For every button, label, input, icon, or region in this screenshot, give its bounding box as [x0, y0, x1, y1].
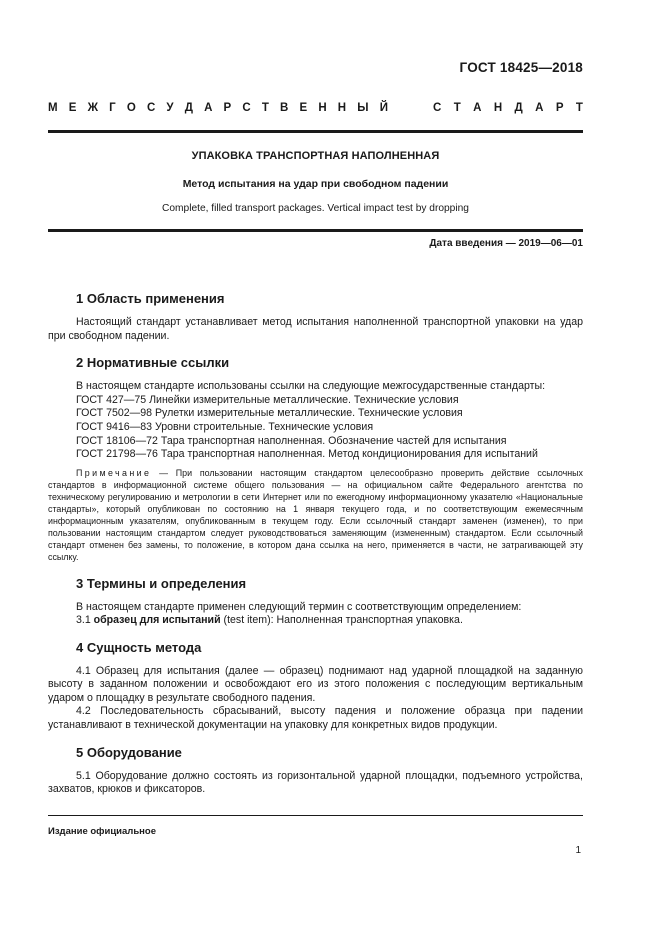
section-heading: 1 Область применения: [76, 291, 225, 306]
page-number: 1: [575, 845, 581, 856]
reference-item: ГОСТ 427—75 Линейки измерительные металлические. Технические условия: [76, 393, 459, 406]
section-paragraph: В настоящем стандарте использованы ссылки на следующие межгосударственные стандарты:: [76, 380, 546, 393]
banner-letter: А: [473, 102, 482, 114]
section-paragraph: В настоящем стандарте применен следующий термин с соответствующим определением:: [76, 600, 522, 613]
reference-item: ГОСТ 7502—98 Рулетки измерительные металлические. Технические условия: [76, 407, 463, 420]
note-text: — При пользовании настоящим стандартом целесообразно проверить действие ссылочных стандартов в информационной системе общего пользования — на официальном сайте Федерального агентства по техническому регулированию и метрологии в сети Интернет или по ежегодному информационному указателю «Национальные стандарты», который опубликован по состоянию на 1 января текущего года, и по соответствующим ежемесячным информационным указателям, опубликованным в текущем году. Если ссылочный стандарт заменен (изменен), то при пользовании настоящим стандартом следует руководствоваться заменяющим (измененным) стандартом. Если ссылочный стандарт отменен без замены, то положение, в котором дана ссылка на него, применяется в части, не затрагивающей эту ссылку.: [48, 467, 583, 563]
banner-letter: Т: [261, 102, 269, 114]
banner-letter: С: [433, 102, 442, 114]
introduction-date: Дата введения — 2019—06—01: [429, 238, 583, 249]
banner-letter: В: [280, 102, 289, 114]
title-rule: [48, 229, 583, 232]
document-title: УПАКОВКА ТРАНСПОРТНАЯ НАПОЛНЕННАЯ: [191, 150, 440, 162]
banner-letter: У: [166, 102, 174, 114]
section-paragraph: 4.2 Последовательность сбрасываний, высоту падения и положение образца при падении устанавливают в технической документации на упаковку для конкретных видов продукции.: [48, 705, 583, 732]
banner-letter: С: [146, 102, 156, 114]
section-paragraph: Настоящий стандарт устанавливает метод испытания наполненной транспортной упаковки на удар при свободном падении.: [48, 316, 583, 342]
reference-item: ГОСТ 21798—76 Тара транспортная наполненная. Метод кондиционирования для испытаний: [76, 448, 538, 461]
section-heading: 3 Термины и определения: [76, 575, 247, 591]
term-description: (test item): Наполненная транспортная упаковка.: [220, 614, 463, 627]
document-title-english: Complete, filled transport packages. Vertical impact test by dropping: [162, 203, 469, 214]
banner-letter: Р: [555, 102, 564, 114]
banner-word-interstate: [48, 102, 388, 114]
section-heading: 5 Оборудование: [76, 744, 182, 760]
banner-letter: Е: [299, 102, 308, 114]
document-subtitle: Метод испытания на удар при свободном падении: [182, 178, 449, 190]
term-number: 3.1: [76, 614, 94, 627]
banner-letter: О: [126, 102, 136, 114]
header-rule: [48, 130, 583, 133]
footer-rule: [48, 815, 583, 816]
banner-letter: Й: [379, 102, 388, 114]
banner-letter: Р: [223, 102, 232, 114]
term-name: образец для испытаний: [93, 614, 221, 627]
note-label: Примечание: [76, 467, 152, 478]
banner-letter: Т: [575, 102, 583, 114]
banner-word-standard: [433, 102, 583, 114]
banner-letter: Н: [337, 102, 347, 114]
section-heading: 2 Нормативные ссылки: [76, 355, 230, 371]
banner-letter: Т: [453, 102, 461, 114]
reference-item: ГОСТ 18106—72 Тара транспортная наполненная. Обозначение частей для испытания: [76, 434, 507, 447]
banner-letter: Г: [109, 102, 116, 114]
section-paragraph: 5.1 Оборудование должно состоять из горизонтальной ударной площадки, подъемного устройства, захватов, крюков и фиксаторов.: [48, 769, 583, 796]
note-paragraph: [48, 467, 583, 564]
term-definition: [48, 614, 583, 628]
section-paragraph: 4.1 Образец для испытания (далее — образец) поднимают над ударной площадкой на заданную высоту в заданном положении и освобождают его из этого положения с последующим вертикальным ударом о площадку в результате свободного падения.: [48, 664, 583, 704]
banner-letter: Д: [184, 102, 193, 114]
official-edition-label: Издание официальное: [48, 826, 156, 837]
banner-letter: Н: [318, 102, 327, 114]
banner-letter: М: [48, 102, 58, 114]
reference-item: ГОСТ 9416—83 Уровни строительные. Технические условия: [76, 420, 374, 433]
banner-letter: Д: [514, 102, 523, 114]
section-heading: 4 Сущность метода: [76, 639, 202, 655]
document-code: ГОСТ 18425—2018: [459, 60, 583, 75]
banner-letter: Н: [493, 102, 503, 114]
banner-letter: А: [204, 102, 213, 114]
banner-letter: С: [242, 102, 251, 114]
banner-letter: А: [535, 102, 544, 114]
document-body: [48, 290, 583, 797]
banner-letter: Ж: [87, 102, 98, 114]
banner-letter: Е: [68, 102, 77, 114]
interstate-standard-banner: [48, 102, 583, 114]
banner-letter: Ы: [357, 102, 369, 114]
